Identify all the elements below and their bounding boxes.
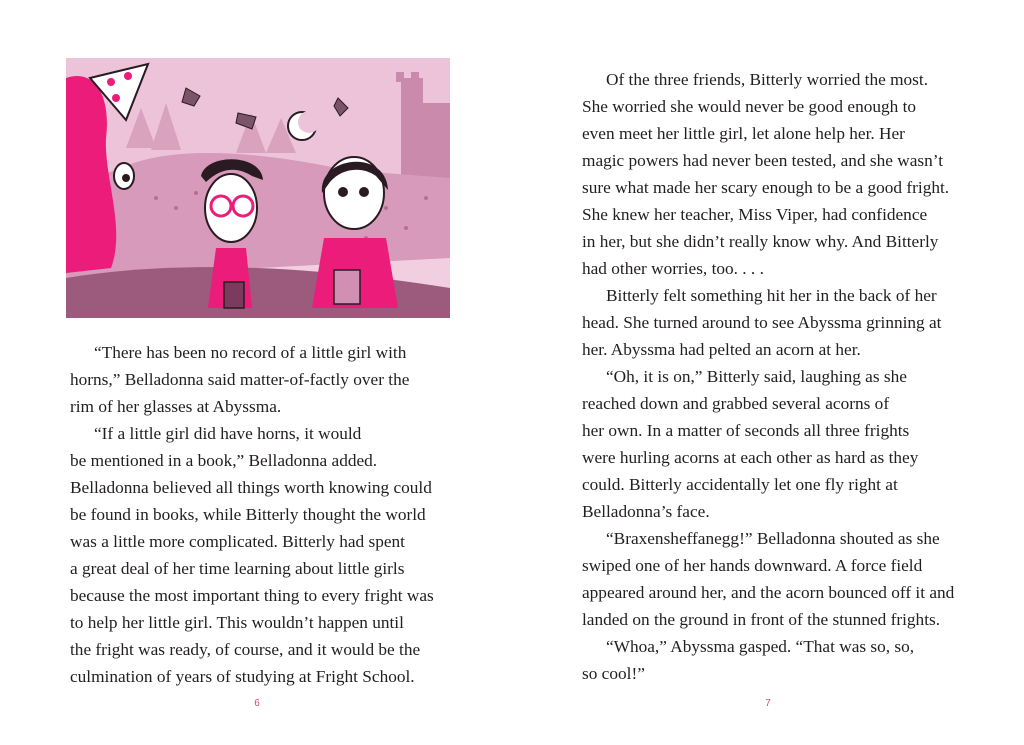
text-line: in her, but she didn’t really know why. And Bitterly [582, 232, 939, 251]
text-line: Of the three friends, Bitterly worried the most. [606, 70, 929, 89]
text-line: appeared around her, and the acorn bounced off it and [582, 583, 955, 602]
text-line: Bitterly felt something hit her in the back of her [606, 286, 937, 305]
text-line: because the most important thing to every fright was [70, 586, 434, 605]
text-line: to help her little girl. This wouldn’t happen until [70, 613, 404, 632]
right-page [512, 0, 1024, 745]
text-line: were hurling acorns at each other as hard as they [582, 448, 919, 467]
text-line: Belladonna believed all things worth knowing could [70, 478, 432, 497]
page-number: 6 [254, 698, 260, 709]
text-line: “Oh, it is on,” Bitterly said, laughing as she [606, 367, 907, 386]
text-line: magic powers had never been tested, and she wasn’t [582, 151, 944, 170]
text-line: “There has been no record of a little girl with [94, 343, 407, 362]
text-line: head. She turned around to see Abyssma grinning at [582, 313, 942, 332]
text-line: culmination of years of studying at Fright School. [70, 667, 415, 686]
text-line: her. Abyssma had pelted an acorn at her. [582, 340, 861, 359]
text-line: a great deal of her time learning about little girls [70, 559, 405, 578]
left-page-text [70, 339, 470, 690]
text-line: “Whoa,” Abyssma gasped. “That was so, so, [606, 637, 915, 656]
right-page-text [582, 66, 982, 687]
illustration-artwork [66, 58, 450, 318]
text-line: had other worries, too. . . . [582, 259, 764, 278]
text-line: “Braxensheffanegg!” Belladonna shouted as she [606, 529, 940, 548]
text-line: her own. In a matter of seconds all three frights [582, 421, 910, 440]
text-line: was a little more complicated. Bitterly had spent [70, 532, 405, 551]
text-line: Belladonna’s face. [582, 502, 710, 521]
text-line: “If a little girl did have horns, it would [94, 424, 362, 443]
text-line: be mentioned in a book,” Belladonna added. [70, 451, 378, 470]
text-line: even meet her little girl, let alone help her. Her [582, 124, 905, 143]
text-line: so cool!” [582, 664, 645, 683]
illustration-frights-in-forest [66, 58, 450, 318]
text-line: could. Bitterly accidentally let one fly right at [582, 475, 898, 494]
text-line: the fright was ready, of course, and it would be the [70, 640, 421, 659]
text-line: be found in books, while Bitterly thought the world [70, 505, 426, 524]
text-line: She worried she would never be good enough to [582, 97, 917, 116]
text-line: swiped one of her hands downward. A force field [582, 556, 923, 575]
text-line: reached down and grabbed several acorns of [582, 394, 890, 413]
text-line: landed on the ground in front of the stunned frights. [582, 610, 941, 629]
page-number: 7 [765, 698, 771, 709]
text-line: sure what made her scary enough to be a good fright. [582, 178, 950, 197]
text-line: rim of her glasses at Abyssma. [70, 397, 282, 416]
text-line: horns,” Belladonna said matter-of-factly over the [70, 370, 410, 389]
text-line: She knew her teacher, Miss Viper, had confidence [582, 205, 928, 224]
